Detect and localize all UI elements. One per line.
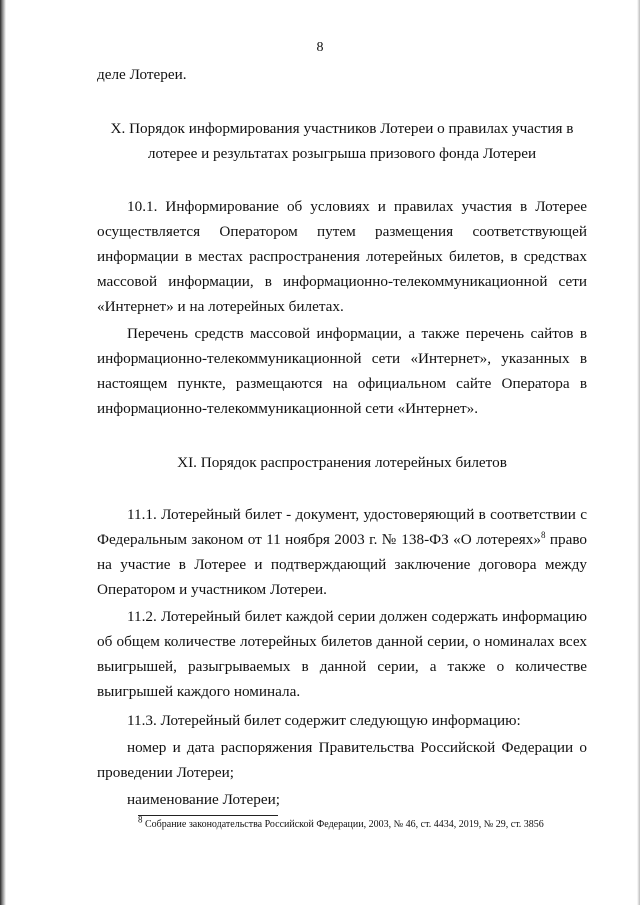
page-number: 8 [316,40,324,55]
continuation-text: деле Лотереи. [97,66,187,83]
section-xi-heading: XI. Порядок распространения лотерейных билетов [177,454,507,471]
paragraph-11-1-tail: право на участие в Лотерее и подтверждающий заключение договора между Оператором и участником Лотереи. [97,531,587,598]
paragraph-11-2: 11.2. Лотерейный билет каждой серии должен содержать информацию об общем количестве лотерейных билетов данной серии, о номиналах всех выигрышей, разыгрываемых в данной серии, а также о количестве выигрышей каждого номинала. [97,608,587,700]
item-lottery-name: наименование Лотереи; [127,791,280,808]
footnote [138,814,608,832]
footnote-reference: 8 [540,529,546,540]
footnote-text: Собрание законодательства Российской Федерации, 2003, № 46, ст. 4434, 2019, № 29, ст. 3856 [142,819,544,830]
footnote-marker: 8 [138,814,143,825]
scan-shadow-left [0,0,6,905]
item-decree-number: номер и дата распоряжения Правительства Российской Федерации о проведении Лотереи; [97,739,587,781]
paragraph-11-1 [97,502,587,602]
paragraph-11-3: 11.3. Лотерейный билет содержит следующую информацию: [127,712,521,729]
paragraph-11-1-text: 11.1. Лотерейный билет - документ, удостоверяющий в соответствии с Федеральным законом от 11 ноября 2003 г. № 138-ФЗ «О лотереях» [97,506,587,548]
section-x-heading-line1: X. Порядок информирования участников Лотереи о правилах участия в [110,120,574,137]
paragraph-10-1-list: Перечень средств массовой информации, а также перечень сайтов в информационно-телекоммуникационной сети «Интернет», указанных в настоящем пункте, размещаются на официальном сайте Оператора в информационно-телекоммуникационной сети «Интернет». [97,325,587,417]
footnote-divider [138,815,278,816]
section-x-heading-line2: лотерее и результатах розыгрыша призового фонда Лотереи [147,145,537,162]
paragraph-10-1: 10.1. Информирование об условиях и правилах участия в Лотерее осуществляется Оператором путем размещения соответствующей информации в местах распространения лотерейных билетов, в средствах массовой информации, в информационно-телекоммуникационной сети «Интернет» и на лотерейных билетах. [97,198,587,315]
